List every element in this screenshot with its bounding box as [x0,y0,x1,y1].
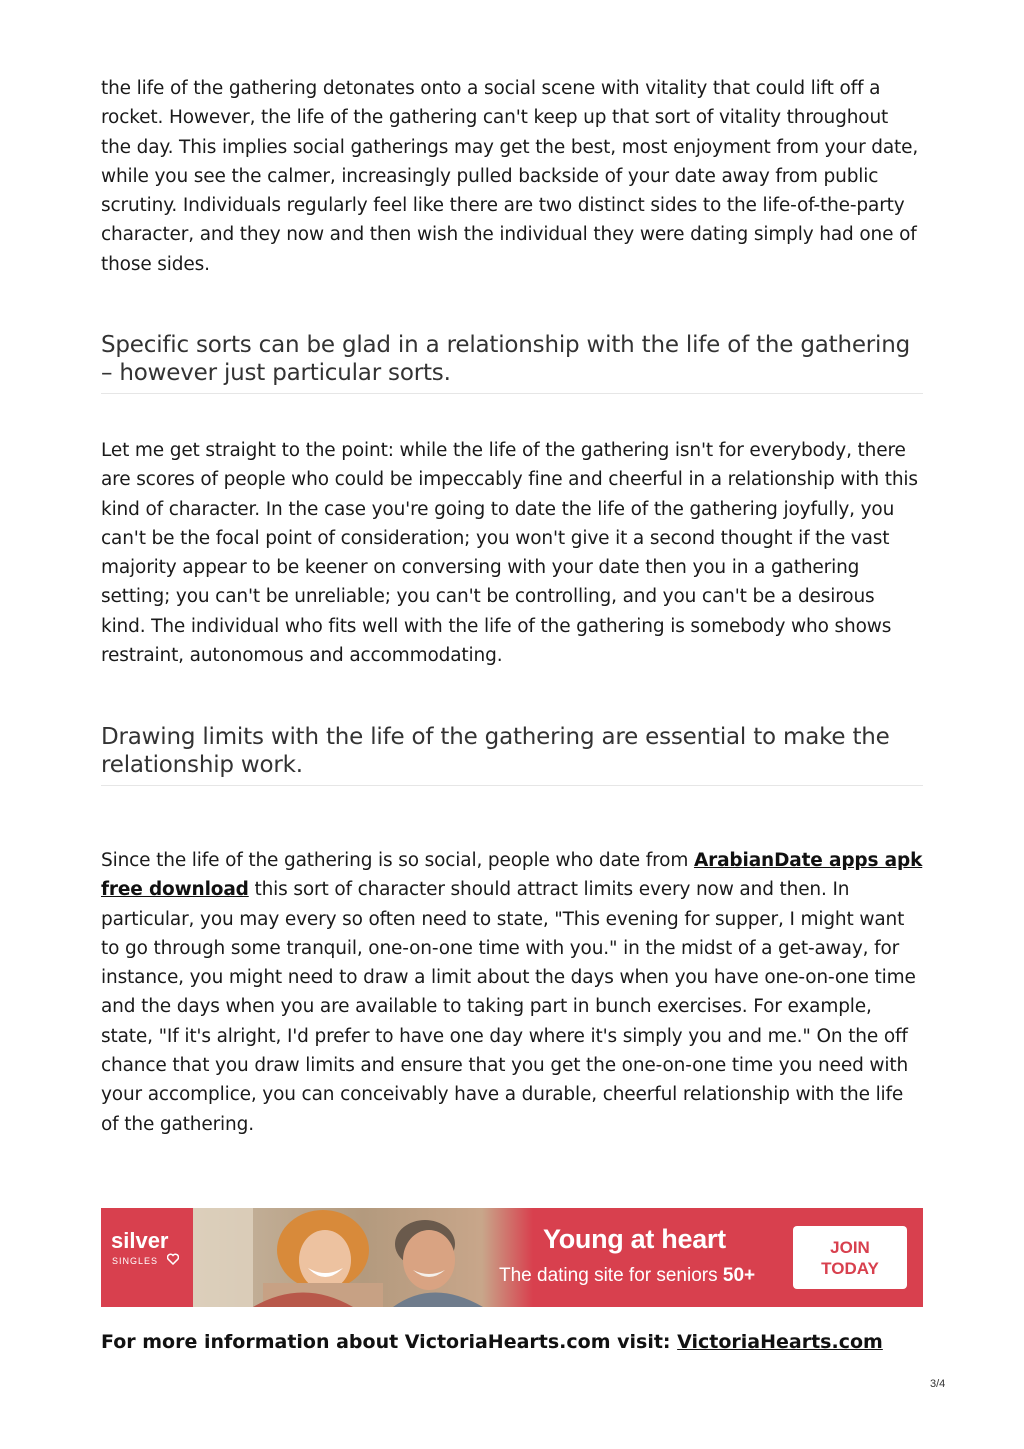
logo-subtext: SINGLES [112,1256,159,1266]
paragraph-text-after-link: this sort of character should attract limits every now and then. In particular, you may every so often need to state, "This evening for supper, I might want to go through some tranquil, one-on-one time with you." in the midst of a get-away, for instance, you might need to draw a limit about the days when you have one-on-one time and the days when you are available to taking part in bunch exercises. For example, state, "If it's alright, I'd prefer to have one day where it's simply you and me." On the off chance that you draw limits and ensure that you get the one-on-one time you need with your accomplice, you can conceivably have a durable, cheerful relationship with the life of the gathering. [101,879,916,1135]
section-heading-2 [101,723,923,786]
heading-text: Specific sorts can be glad in a relationship with the life of the gathering – however just particular sorts. [101,331,923,394]
victoriahearts-link[interactable]: VictoriaHearts.com [677,1331,883,1353]
article-paragraph-1 [101,74,923,279]
paragraph-text-before-link: Since the life of the gathering is so social, people who date from [101,850,694,871]
paragraph-text [101,846,923,1139]
heading-text: Drawing limits with the life of the gathering are essential to make the relationship work. [101,723,923,786]
page-number: 3/4 [930,1378,946,1390]
article-paragraph-3 [101,846,923,1139]
silversingles-logo [101,1208,193,1307]
section-heading-1 [101,331,923,394]
silversingles-ad-banner[interactable] [101,1208,923,1307]
article-paragraph-2 [101,436,923,670]
paragraph-text: the life of the gathering detonates onto a social scene with vitality that could lift off a rocket. However, the life of the gathering can't keep up that sort of vitality throughout the day. This implies social gatherings may get the best, most enjoyment from your date, while you see the calmer, increasingly pulled backside of your date away from public scrutiny. Individuals regularly feel like there are two distinct sides to the life-of-the-party character, and they now and then wish the individual they were dating simply had one of those sides. [101,78,919,275]
tagline-age: 50+ [722,1265,756,1286]
footer-info [101,1331,883,1353]
paragraph-text: Let me get straight to the point: while the life of the gathering isn't for everybody, there are scores of people who could be impeccably fine and cheerful in a relationship with this kind of character. In the case you're going to date the life of the gathering joyfully, you can't be the focal point of consideration; you won't give it a second thought if the vast majority appear to be keener on conversing with your date then you in a gathering setting; you can't be unreliable; you can't be controlling, and you can't be a desirous kind. The individual who fits well with the life of the gathering is somebody who shows restraint, autonomous and accommodating. [101,440,918,667]
banner-tagline [499,1265,755,1287]
tagline-text: The dating site for seniors [499,1265,723,1286]
join-today-button[interactable]: JOIN TODAY [793,1226,907,1289]
footer-text: For more information about VictoriaHearts.com visit: [101,1331,678,1353]
logo-text: silver [111,1228,169,1253]
banner-headline: Young at heart [543,1224,726,1254]
couple-photo [193,1208,533,1307]
heart-icon [167,1253,179,1265]
arabiandate-link[interactable]: ArabianDate apps apk free download [101,850,923,901]
